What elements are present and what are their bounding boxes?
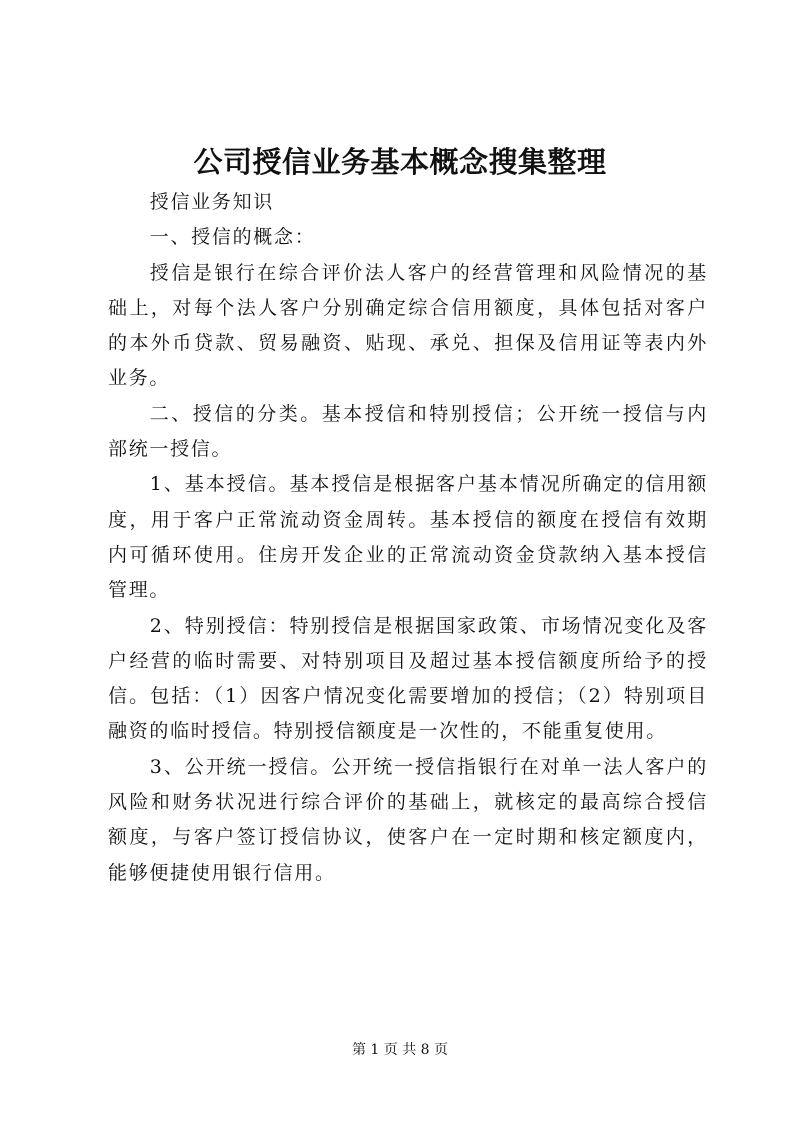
- document-body: [108, 185, 708, 891]
- page-footer: 第 1 页 共 8 页: [351, 1042, 449, 1058]
- document-title: 公司授信业务基本概念搜集整理: [193, 145, 607, 179]
- paragraph: 1、基本授信。基本授信是根据客户基本情况所确定的信用额度，用于客户正常流动资金周转。基本授信的额度在授信有效期内可循环使用。住房开发企业的正常流动资金贷款纳入基本授信管理。: [108, 473, 708, 602]
- paragraph: 3、公开统一授信。公开统一授信指银行在对单一法人客户的风险和财务状况进行综合评价的基础上，就核定的最高综合授信额度，与客户签订授信协议，使客户在一定时期和核定额度内，能够便捷使用银行信用。: [108, 755, 708, 884]
- paragraph: 授信是银行在综合评价法人客户的经营管理和风险情况的基础上，对每个法人客户分别确定综合信用额度，具体包括对客户的本外币贷款、贸易融资、贴现、承兑、担保及信用证等表内外业务。: [108, 261, 708, 390]
- paragraph: 2、特别授信：特别授信是根据国家政策、市场情况变化及客户经营的临时需要、对特别项目及超过基本授信额度所给予的授信。包括：（1）因客户情况变化需要增加的授信；（2）特别项目融资的临时授信。特别授信额度是一次性的，不能重复使用。: [108, 614, 708, 743]
- paragraph-section-1: 一、授信的概念：: [149, 226, 316, 249]
- paragraph-heading: 授信业务知识: [149, 191, 274, 213]
- paragraph-section-2: 二、授信的分类。基本授信和特别授信；公开统一授信与内部统一授信。: [108, 402, 708, 461]
